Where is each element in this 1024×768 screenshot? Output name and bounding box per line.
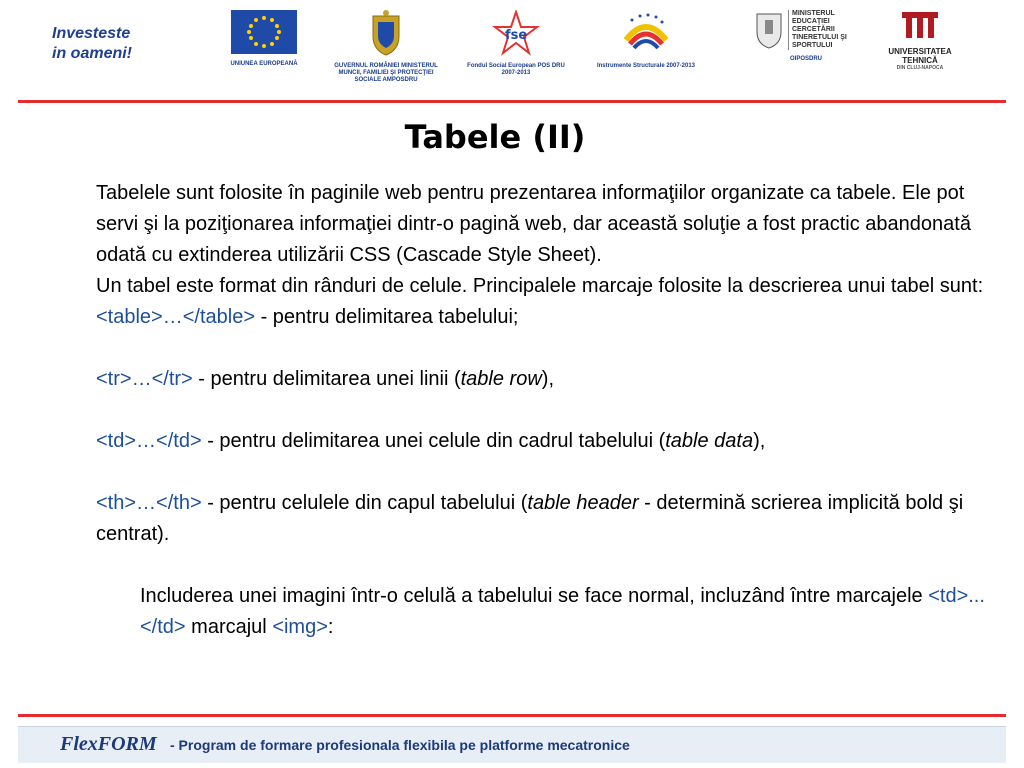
paragraph-table-def: Un tabel este format din rânduri de celule. Principalele marcaje folosite la descrierea unui tabel sunt: (96, 275, 984, 297)
slide-body (26, 178, 1006, 643)
structural-instruments-caption: Instrumente Structurale 2007-2013 (596, 63, 696, 69)
eu-logo (214, 10, 314, 68)
university-emblem-icon (900, 10, 940, 40)
government-logo (334, 10, 438, 84)
ministry-name: MINISTERUL EDUCAŢIEI CERCETĂRII TINERETULUI ŞI SPORTULUI (788, 10, 850, 50)
paragraph-intro: Tabelele sunt folosite în paginile web pentru prezentarea informaţiilor organizate ca tabele. Ele pot servi şi la poziţionarea informaţiei dintr-o pagină web, dar această soluţie a fost practic abandonată odată cu extinderea utilizării CSS (Cascade Style Sheet). (96, 182, 971, 266)
government-logo-caption: GUVERNUL ROMÂNIEI MINISTERUL MUNCII, FAMILIEI ŞI PROTECŢIEI SOCIALE AMPOSDRU (334, 63, 438, 83)
em-tr: table row (460, 368, 542, 390)
list-item-tr (26, 364, 1006, 395)
code-table: <table>…</table> (96, 306, 256, 328)
university-logo (872, 10, 968, 72)
desc-table: - pentru delimitarea tabelului; (255, 306, 519, 328)
footer-text: - Program de formare profesionala flexibila pe platforme mecatronice (170, 737, 630, 753)
fse-star-icon (491, 10, 541, 56)
footer (18, 726, 1006, 763)
eu-logo-caption: UNIUNEA EUROPEANĂ (230, 61, 298, 67)
structural-instruments-logo (596, 10, 696, 70)
end-td: ), (753, 430, 766, 452)
slogan-line-2: in oameni! (52, 45, 133, 62)
footer-brand: FlexFORM (60, 733, 157, 755)
university-name: UNIVERSITATEA TEHNICĂ (888, 47, 952, 65)
university-sub: DIN CLUJ-NAPOCA (896, 65, 944, 71)
ministry-logo (754, 10, 858, 63)
desc-th: - pentru celulele din capul tabelului ( (201, 492, 528, 514)
code-img: <img> (272, 616, 328, 638)
end-th: - determină scrierea implicită bold şi centrat). (96, 492, 964, 545)
structural-instruments-icon (620, 10, 672, 56)
paragraph-image-in-cell (26, 581, 1006, 643)
end-tr: ), (541, 368, 554, 390)
list-item-th (26, 488, 1006, 550)
p3-start: Includerea unei imagini într-o celulă a tabelului se face normal, incluzând între marcajele (140, 585, 929, 607)
eu-flag-icon (231, 10, 297, 54)
slogan-line-1: Investeste (52, 25, 131, 42)
desc-td: - pentru delimitarea unei celule din cadrul tabelului ( (201, 430, 666, 452)
fse-logo (464, 10, 568, 77)
list-item-table (26, 302, 1006, 333)
header-divider (18, 100, 1006, 103)
p3-end: : (327, 616, 334, 638)
code-td: <td>…</td> (96, 430, 202, 452)
svg-text:fse: fse (505, 28, 528, 43)
header-banner (0, 0, 1024, 100)
em-td: table data (665, 430, 754, 452)
code-td-inline: <td>...</td> (140, 585, 985, 638)
code-th: <th>…</th> (96, 492, 202, 514)
ministry-crest-icon (754, 10, 784, 50)
code-tr: <tr>…</tr> (96, 368, 193, 390)
slide-title: Tabele (II) (404, 118, 586, 156)
fse-logo-caption: Fondul Social European POS DRU 2007-2013 (467, 63, 565, 76)
desc-tr: - pentru delimitarea unei linii ( (192, 368, 461, 390)
footer-divider (18, 714, 1006, 717)
em-th: table header (527, 492, 639, 514)
ministry-logo-caption: OIPOSDRU (789, 56, 822, 62)
slogan (52, 24, 172, 64)
list-item-td (26, 426, 1006, 457)
p3-mid: marcajul (185, 616, 273, 638)
coat-of-arms-icon (369, 10, 403, 56)
